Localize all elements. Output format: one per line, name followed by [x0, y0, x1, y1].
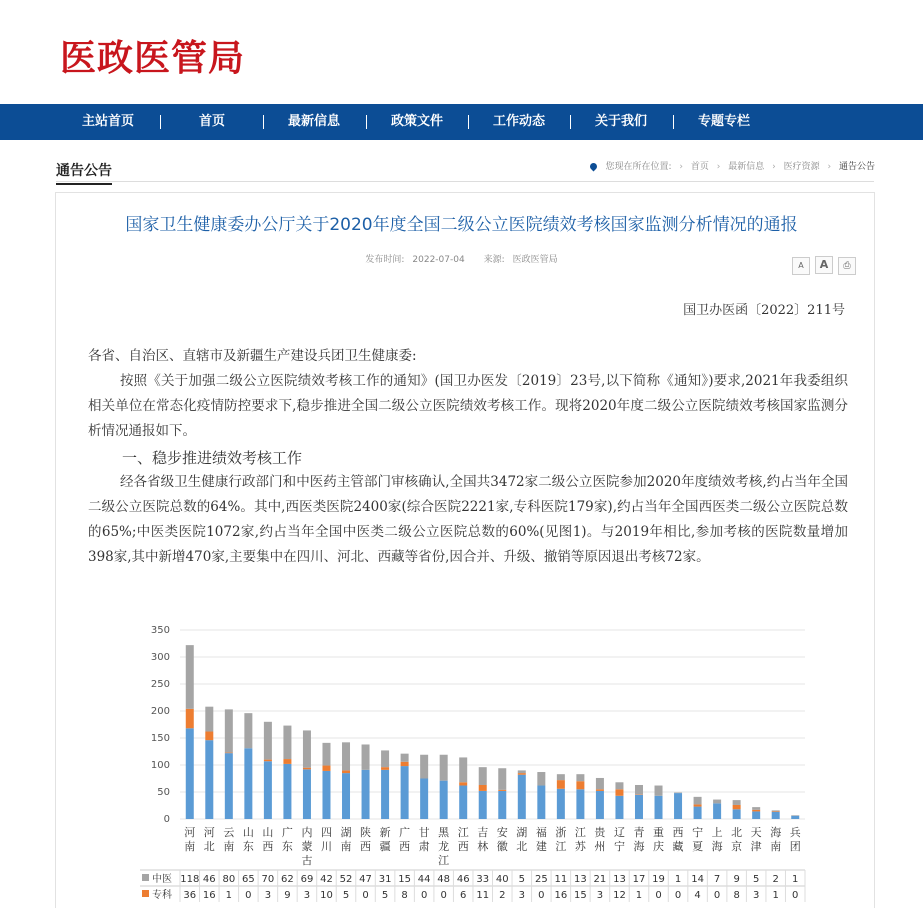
x-category-label: 川: [320, 840, 332, 853]
bar-专科: [322, 766, 330, 771]
table-cell: 16: [202, 890, 216, 901]
table-cell: 36: [183, 890, 197, 901]
table-cell: 8: [733, 890, 740, 901]
table-cell: 0: [655, 890, 662, 901]
breadcrumb-separator: ›: [772, 162, 776, 172]
nav-separator: [468, 115, 469, 129]
bar-专科: [518, 773, 526, 775]
x-category-label: 夏: [692, 840, 704, 853]
bar-综合: [498, 791, 506, 819]
bar-中医: [479, 767, 487, 785]
breadcrumb-separator: ›: [679, 162, 683, 172]
table-cell: 47: [359, 874, 372, 885]
table-cell: 2: [772, 874, 779, 885]
bar-综合: [557, 789, 565, 819]
bar-中医: [440, 755, 448, 781]
bar-中医: [655, 786, 663, 796]
x-category-label: 海: [770, 826, 782, 839]
x-category-label: 山: [242, 826, 254, 839]
bar-中医: [635, 785, 643, 794]
x-category-label: 兵: [789, 826, 801, 839]
bar-中医: [362, 744, 370, 769]
bar-中医: [772, 810, 780, 811]
bar-综合: [244, 748, 252, 819]
x-category-label: 藏: [672, 840, 684, 853]
x-category-label: 海: [711, 840, 723, 853]
table-cell: 0: [713, 890, 721, 901]
table-cell: 8: [401, 890, 408, 901]
bar-中医: [615, 782, 623, 789]
x-category-label: 福: [535, 826, 547, 839]
x-category-label: 徽: [496, 840, 508, 853]
table-cell: 9: [284, 890, 291, 901]
table-cell: 0: [440, 890, 447, 901]
bar-综合: [733, 809, 741, 819]
salutation: 各省、自治区、直辖市及新疆生产建设兵团卫生健康委:: [88, 348, 417, 364]
breadcrumb-prefix: 您现在所在位置:: [605, 162, 672, 172]
table-cell: 9: [733, 874, 740, 885]
x-category-label: 四: [320, 826, 332, 839]
bar-综合: [479, 791, 487, 819]
x-category-label: 天: [750, 826, 762, 839]
x-category-label: 南: [770, 840, 782, 853]
article-meta: [0, 252, 923, 265]
breadcrumb-item-home[interactable]: 首页: [690, 162, 709, 172]
bar-专科: [225, 753, 233, 754]
x-category-label: 江: [555, 840, 567, 853]
bar-综合: [440, 781, 448, 819]
breadcrumb-current[interactable]: 通告公告: [838, 162, 875, 172]
nav-item-1[interactable]: 首页: [198, 114, 225, 129]
bar-综合: [655, 796, 663, 819]
bar-综合: [186, 728, 194, 819]
nav-separator: [160, 115, 161, 129]
bar-中医: [791, 815, 799, 816]
bar-中医: [713, 800, 721, 804]
x-category-label: 南: [223, 840, 235, 853]
bar-综合: [752, 811, 760, 819]
bar-专科: [557, 780, 565, 789]
table-cell: 15: [398, 874, 411, 885]
x-category-label: 东: [281, 840, 293, 853]
x-category-label: 建: [535, 840, 547, 853]
legend-swatch-专科: [142, 890, 149, 897]
bar-综合: [420, 779, 428, 820]
bar-专科: [342, 770, 350, 773]
bar-专科: [694, 804, 702, 806]
table-cell: 1: [674, 874, 682, 885]
source-value: 医政医管局: [512, 255, 558, 265]
x-category-label: 黑: [438, 826, 450, 839]
table-cell: 16: [554, 890, 568, 901]
table-cell: 0: [792, 890, 799, 901]
site-logo[interactable]: 医政医管局: [60, 37, 246, 79]
x-category-label: 庆: [653, 840, 665, 853]
table-cell: 3: [518, 890, 525, 901]
bar-综合: [381, 770, 389, 819]
table-cell: 11: [554, 874, 568, 885]
article-title: 国家卫生健康委办公厅关于2020年度全国二级公立医院绩效考核国家监测分析情况的通报: [125, 215, 798, 235]
table-cell: 3: [752, 890, 760, 901]
x-category-label: 南: [184, 840, 196, 853]
section-title: 通告公告: [56, 160, 112, 185]
bar-中医: [342, 742, 350, 770]
x-category-label: 龙: [438, 840, 450, 853]
x-category-label: 湖: [516, 826, 528, 839]
bar-中医: [733, 800, 741, 805]
bar-中医: [186, 645, 194, 709]
x-category-label: 林: [477, 840, 489, 853]
bar-专科: [596, 789, 604, 791]
x-category-label: 津: [750, 840, 762, 853]
x-category-label: 陕: [360, 826, 372, 839]
hospital-count-chart: [140, 620, 820, 907]
table-cell: 1: [225, 890, 233, 901]
table-cell: 5: [381, 890, 389, 901]
section-heading-1: 一、稳步推进绩效考核工作: [122, 449, 303, 467]
x-category-label: 东: [242, 840, 254, 853]
table-cell: 14: [691, 874, 704, 885]
section-divider: [56, 181, 874, 182]
x-category-label: 团: [789, 840, 801, 853]
bar-中医: [674, 793, 682, 794]
print-icon[interactable]: ⎙: [838, 257, 856, 275]
table-cell: 7: [713, 874, 721, 885]
bar-综合: [342, 773, 350, 819]
bar-专科: [205, 732, 213, 741]
legend-swatch-中医: [142, 874, 149, 881]
x-category-label: 江: [438, 854, 450, 867]
table-cell: 19: [652, 874, 665, 885]
x-category-label: 山: [262, 826, 274, 839]
y-tick-label: 300: [150, 652, 170, 663]
bar-专科: [283, 759, 291, 764]
table-cell: 46: [202, 874, 216, 885]
bar-中医: [498, 768, 506, 790]
table-cell: 13: [574, 874, 587, 885]
x-category-label: 西: [672, 826, 684, 839]
table-cell: 65: [241, 874, 255, 885]
bar-综合: [537, 786, 545, 819]
x-category-label: 京: [731, 840, 743, 853]
bar-综合: [674, 793, 682, 819]
nav-item-5[interactable]: 关于我们: [594, 114, 647, 129]
x-category-label: 新: [379, 826, 391, 839]
bar-中医: [401, 754, 409, 762]
bar-中医: [225, 709, 233, 752]
bar-综合: [713, 803, 721, 819]
table-cell: 0: [362, 890, 369, 901]
table-cell: 42: [320, 874, 333, 885]
y-tick-label: 100: [150, 760, 170, 771]
nav-item-4[interactable]: 工作动态: [492, 114, 545, 129]
x-category-label: 蒙: [301, 840, 313, 853]
bar-中医: [244, 713, 252, 748]
paragraph-2: 经各省级卫生健康行政部门和中医药主管部门审核确认,全国共3472家二级公立医院参加2020年度绩效考核,约占当年全国二级公立医院总数的64%。其中,西医类医院2400家(综合医院2221家,专科医院179家),约占当年全国西医类二级公立医院总数的65%;中医类医院1072家,约占当年全国中医类二级公立医院总数的60%(见图1)。与2019年相比,参加考核的医院数量增加398家,其中新增470家,主要集中在四川、河北、西藏等省份,因合并、升级、撤销等原因退出考核72家。: [88, 474, 848, 565]
nav-separator: [673, 115, 674, 129]
bar-专科: [752, 810, 760, 812]
breadcrumb: [590, 159, 875, 172]
x-category-label: 西: [457, 840, 469, 853]
table-cell: 25: [534, 874, 548, 885]
table-cell: 0: [538, 890, 545, 901]
table-cell: 46: [456, 874, 470, 885]
y-tick-label: 250: [150, 679, 170, 690]
nav-separator: [263, 115, 264, 129]
table-cell: 80: [222, 874, 236, 885]
table-cell: 3: [596, 890, 604, 901]
x-category-label: 北: [731, 826, 743, 839]
x-category-label: 州: [594, 840, 606, 853]
x-category-label: 安: [496, 826, 508, 839]
y-tick-label: 0: [163, 814, 170, 825]
x-category-label: 内: [301, 826, 313, 839]
document-number: 国卫办医函〔2022〕211号: [683, 303, 845, 318]
x-category-label: 辽: [613, 826, 625, 839]
y-tick-label: 350: [150, 625, 170, 636]
table-cell: 1: [772, 890, 779, 901]
table-cell: 33: [476, 874, 490, 885]
x-category-label: 海: [633, 840, 645, 853]
bar-专科: [615, 789, 623, 795]
table-cell: 62: [281, 874, 294, 885]
font-decrease-icon[interactable]: A: [792, 257, 810, 275]
bar-综合: [694, 807, 702, 819]
bar-中医: [752, 807, 760, 810]
table-cell: 3: [303, 890, 311, 901]
table-row-label: 中医: [152, 874, 172, 885]
bar-综合: [596, 791, 604, 819]
x-category-label: 江: [457, 826, 469, 839]
paragraph-1: 按照《关于加强二级公立医院绩效考核工作的通知》(国卫办医发〔2019〕23号,以下简称《通知》)要求,2021年我委组织相关单位在常态化疫情防控要求下,稳步推进全国二级公立医院绩效考核工作。现将2020年度二级公立医院绩效考核国家监测分析情况通报如下。: [88, 373, 848, 439]
bar-综合: [322, 771, 330, 819]
x-category-label: 南: [340, 840, 352, 853]
bar-综合: [518, 775, 526, 819]
site-header: [0, 0, 923, 104]
bar-专科: [479, 785, 487, 791]
main-nav: [0, 104, 923, 140]
table-cell: 3: [264, 890, 272, 901]
bar-中医: [283, 726, 291, 759]
table-cell: 40: [495, 874, 509, 885]
table-cell: 5: [518, 874, 525, 885]
bar-综合: [362, 770, 370, 819]
bar-专科: [186, 709, 194, 728]
x-category-label: 河: [203, 826, 215, 839]
bar-中医: [459, 757, 467, 782]
bar-专科: [303, 768, 311, 770]
nav-item-6[interactable]: 专题专栏: [697, 114, 750, 129]
table-cell: 70: [261, 874, 275, 885]
table-cell: 4: [694, 890, 701, 901]
bar-综合: [791, 816, 799, 819]
publish-label: 发布时间:: [365, 255, 405, 265]
bar-专科: [576, 781, 584, 789]
x-category-label: 浙: [555, 826, 567, 839]
bar-专科: [264, 760, 272, 762]
x-category-label: 上: [711, 826, 723, 839]
table-cell: 0: [420, 890, 428, 901]
table-row-label: 专科: [152, 890, 172, 901]
bar-中医: [264, 722, 272, 760]
x-category-label: 肃: [418, 840, 430, 853]
bar-综合: [772, 812, 780, 819]
publish-date: 2022-07-04: [412, 255, 465, 265]
bar-综合: [303, 769, 311, 819]
breadcrumb-separator: ›: [827, 162, 832, 172]
table-cell: 6: [460, 890, 467, 901]
table-cell: 0: [245, 890, 252, 901]
table-cell: 12: [613, 890, 626, 901]
x-category-label: 吉: [477, 826, 489, 839]
bar-中医: [518, 770, 526, 773]
x-category-label: 西: [360, 840, 372, 853]
table-cell: 52: [339, 874, 353, 885]
table-cell: 21: [593, 874, 607, 885]
x-category-label: 甘: [418, 826, 430, 839]
font-increase-icon[interactable]: A: [815, 256, 833, 274]
table-cell: 5: [342, 890, 350, 901]
table-cell: 31: [378, 874, 392, 885]
bar-综合: [615, 796, 623, 819]
bar-中医: [381, 750, 389, 767]
x-category-label: 广: [281, 826, 293, 839]
article-tools: [787, 253, 856, 275]
bar-中医: [303, 730, 311, 767]
x-category-label: 苏: [574, 840, 586, 853]
x-category-label: 北: [516, 840, 528, 853]
bar-综合: [205, 740, 213, 819]
breadcrumb-item-resources[interactable]: 医疗资源: [783, 162, 820, 172]
bar-中医: [205, 707, 213, 732]
table-cell: 118: [180, 874, 200, 885]
x-category-label: 贵: [594, 826, 606, 839]
x-category-label: 疆: [379, 840, 391, 853]
table-cell: 13: [613, 874, 626, 885]
bar-中医: [557, 774, 565, 780]
bar-综合: [283, 764, 291, 819]
y-tick-label: 50: [157, 787, 170, 798]
bar-中医: [694, 797, 702, 805]
table-cell: 69: [300, 874, 314, 885]
bar-中医: [576, 774, 584, 781]
table-cell: 10: [320, 890, 333, 901]
x-category-label: 北: [203, 840, 215, 853]
x-category-label: 湖: [340, 826, 352, 839]
x-category-label: 云: [223, 826, 235, 839]
x-category-label: 古: [301, 854, 313, 867]
x-category-label: 重: [653, 826, 665, 839]
table-cell: 15: [574, 890, 587, 901]
bar-专科: [459, 782, 467, 785]
x-category-label: 宁: [613, 840, 625, 853]
bar-专科: [635, 794, 643, 795]
nav-separator: [366, 115, 367, 129]
bar-专科: [381, 767, 389, 770]
bar-专科: [498, 790, 506, 791]
nav-item-0[interactable]: 主站首页: [81, 114, 134, 129]
bar-中医: [322, 743, 330, 766]
bar-综合: [576, 789, 584, 819]
table-cell: 44: [417, 874, 431, 885]
table-cell: 2: [499, 890, 506, 901]
x-category-label: 河: [184, 826, 196, 839]
bar-综合: [264, 761, 272, 819]
x-category-label: 江: [574, 826, 586, 839]
x-category-label: 宁: [692, 826, 704, 839]
bar-综合: [225, 753, 233, 819]
bar-中医: [537, 772, 545, 786]
nav-item-2[interactable]: 最新信息: [287, 114, 340, 129]
table-cell: 0: [674, 890, 682, 901]
x-category-label: 西: [399, 840, 411, 853]
bar-综合: [401, 766, 409, 819]
x-category-label: 广: [399, 826, 411, 839]
table-cell: 1: [792, 874, 799, 885]
x-category-label: 青: [633, 826, 645, 839]
bar-专科: [733, 805, 741, 809]
table-cell: 48: [437, 874, 451, 885]
bar-中医: [596, 778, 604, 789]
bar-中医: [420, 755, 428, 779]
bar-综合: [459, 786, 467, 819]
source-label: 来源:: [483, 255, 505, 265]
nav-item-3[interactable]: 政策文件: [390, 114, 443, 129]
bar-专科: [772, 811, 780, 812]
table-cell: 11: [476, 890, 490, 901]
location-pin-icon: [588, 162, 598, 172]
x-category-label: 西: [262, 840, 274, 853]
y-tick-label: 200: [150, 706, 170, 717]
table-cell: 1: [635, 890, 643, 901]
nav-separator: [570, 115, 571, 129]
table-cell: 17: [632, 874, 646, 885]
breadcrumb-separator: ›: [716, 162, 721, 172]
bar-综合: [635, 795, 643, 819]
table-cell: 5: [752, 874, 760, 885]
breadcrumb-item-latest[interactable]: 最新信息: [728, 162, 765, 172]
bar-专科: [401, 762, 409, 766]
y-tick-label: 150: [150, 733, 170, 744]
